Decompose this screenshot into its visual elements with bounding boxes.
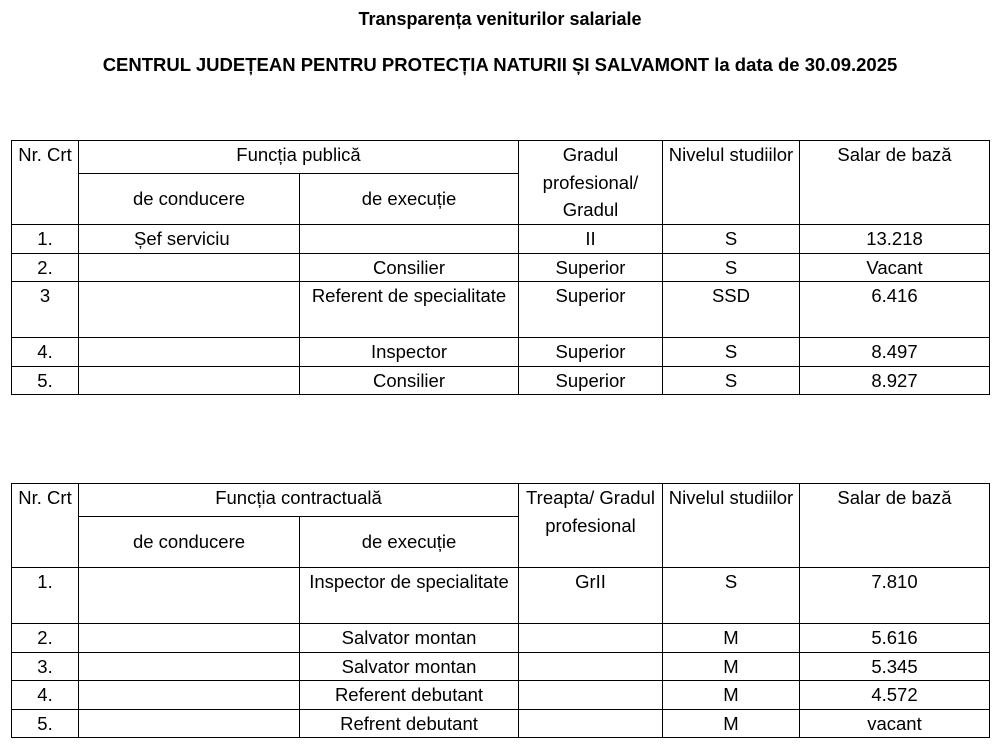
cell-nr: 3: [12, 282, 79, 338]
table-row: [12, 282, 990, 338]
header-grade: Treapta/ Gradul profesional: [519, 484, 663, 568]
table-row: [12, 652, 990, 681]
header-salary: Salar de bază: [800, 484, 990, 568]
cell-grade: [519, 681, 663, 710]
cell-nr: 2.: [12, 253, 79, 282]
document-subtitle: CENTRUL JUDEȚEAN PENTRU PROTECȚIA NATURII ȘI SALVAMONT la data de 30.09.2025: [102, 54, 898, 75]
table-row: [12, 624, 990, 653]
table-row: [12, 338, 990, 367]
cell-salary: 4.572: [800, 681, 990, 710]
cell-grade: Superior: [519, 366, 663, 395]
cell-conducere: [79, 253, 300, 282]
header-studies: Nivelul studiilor: [663, 141, 800, 225]
cell-salary: 5.616: [800, 624, 990, 653]
document-title: Transparența veniturilor salariale: [358, 9, 642, 29]
cell-grade: [519, 709, 663, 738]
cell-grade: [519, 624, 663, 653]
cell-conducere: [79, 709, 300, 738]
table-row: [12, 709, 990, 738]
cell-executie: Refrent debutant: [300, 709, 519, 738]
cell-nr: 1.: [12, 225, 79, 254]
header-grade: Gradul profesional/ Gradul: [519, 141, 663, 225]
cell-grade: [519, 652, 663, 681]
cell-salary: 8.927: [800, 366, 990, 395]
cell-grade: Superior: [519, 338, 663, 367]
cell-salary: 8.497: [800, 338, 990, 367]
cell-grade: II: [519, 225, 663, 254]
cell-conducere: [79, 282, 300, 338]
cell-studies: S: [663, 568, 800, 624]
cell-executie: Inspector: [300, 338, 519, 367]
cell-salary: 7.810: [800, 568, 990, 624]
cell-conducere: Șef serviciu: [79, 225, 300, 254]
cell-studies: S: [663, 338, 800, 367]
public-function-table: [11, 140, 990, 395]
cell-grade: Superior: [519, 253, 663, 282]
cell-nr: 4.: [12, 338, 79, 367]
cell-executie: Salvator montan: [300, 652, 519, 681]
header-nr: Nr. Crt: [12, 141, 79, 225]
table-row: [12, 225, 990, 254]
cell-nr: 1.: [12, 568, 79, 624]
table-row: [12, 366, 990, 395]
header-conducere: de conducere: [79, 517, 300, 568]
header-studies: Nivelul studiilor: [663, 484, 800, 568]
header-function-group: Funcția publică: [79, 141, 519, 174]
table-row: [12, 253, 990, 282]
cell-studies: S: [663, 225, 800, 254]
cell-conducere: [79, 624, 300, 653]
header-executie: de execuție: [300, 174, 519, 225]
cell-studies: M: [663, 681, 800, 710]
cell-nr: 4.: [12, 681, 79, 710]
header-salary: Salar de bază: [800, 141, 990, 225]
cell-studies: M: [663, 624, 800, 653]
cell-nr: 3.: [12, 652, 79, 681]
cell-executie: Consilier: [300, 253, 519, 282]
cell-conducere: [79, 681, 300, 710]
cell-conducere: [79, 366, 300, 395]
cell-conducere: [79, 568, 300, 624]
cell-salary: 5.345: [800, 652, 990, 681]
cell-grade: GrII: [519, 568, 663, 624]
cell-executie: Referent debutant: [300, 681, 519, 710]
cell-nr: 2.: [12, 624, 79, 653]
header-conducere: de conducere: [79, 174, 300, 225]
cell-grade: Superior: [519, 282, 663, 338]
cell-salary: 6.416: [800, 282, 990, 338]
cell-nr: 5.: [12, 366, 79, 395]
table-row: [12, 568, 990, 624]
contractual-function-table: [11, 483, 990, 738]
cell-nr: 5.: [12, 709, 79, 738]
cell-executie: [300, 225, 519, 254]
cell-executie: Referent de specialitate: [300, 282, 519, 338]
cell-executie: Inspector de specialitate: [300, 568, 519, 624]
table-row: [12, 681, 990, 710]
cell-salary: Vacant: [800, 253, 990, 282]
cell-executie: Salvator montan: [300, 624, 519, 653]
cell-studies: S: [663, 253, 800, 282]
cell-studies: SSD: [663, 282, 800, 338]
cell-executie: Consilier: [300, 366, 519, 395]
cell-studies: M: [663, 709, 800, 738]
cell-studies: M: [663, 652, 800, 681]
header-function-group: Funcția contractuală: [79, 484, 519, 517]
cell-salary: vacant: [800, 709, 990, 738]
cell-conducere: [79, 338, 300, 367]
cell-salary: 13.218: [800, 225, 990, 254]
header-nr: Nr. Crt: [12, 484, 79, 568]
header-executie: de execuție: [300, 517, 519, 568]
cell-conducere: [79, 652, 300, 681]
cell-studies: S: [663, 366, 800, 395]
